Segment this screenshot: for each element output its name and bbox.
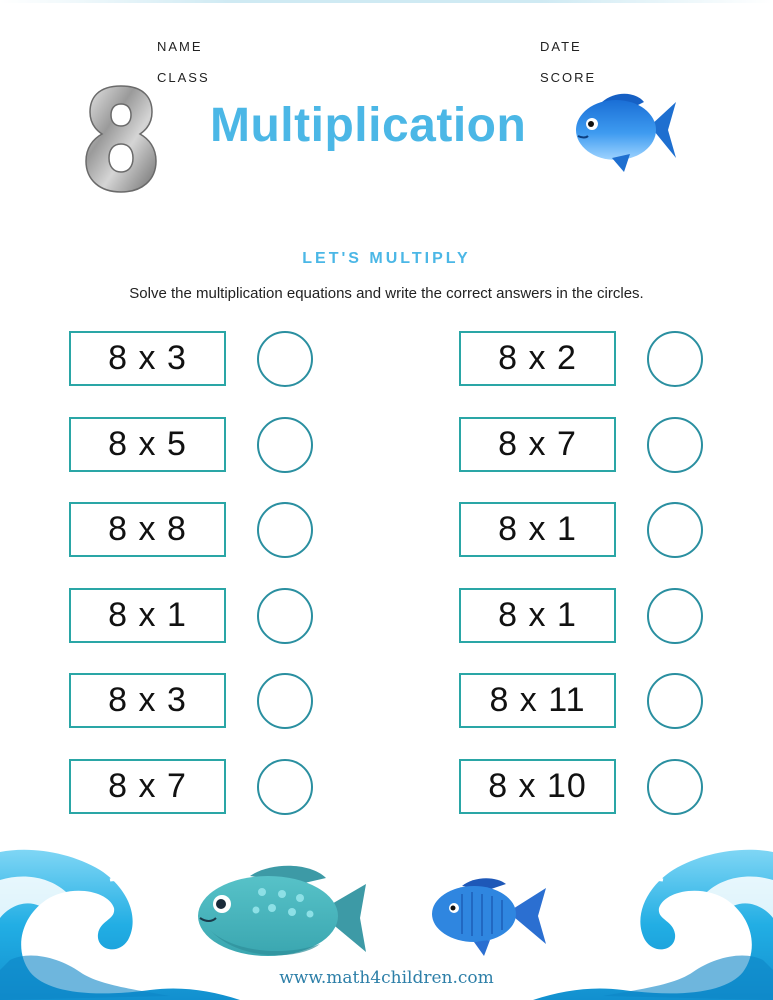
class-label: CLASS — [157, 70, 210, 85]
blue-fish-icon — [572, 88, 678, 174]
problem-box: 8 x 1 — [459, 502, 616, 557]
problem-box: 8 x 8 — [69, 502, 226, 557]
answer-circle[interactable] — [647, 759, 703, 815]
problem-box: 8 x 7 — [459, 417, 616, 472]
instructions: Solve the multiplication equations and write the correct answers in the circles. — [129, 285, 644, 302]
answer-circle[interactable] — [647, 673, 703, 729]
problem-box: 8 x 3 — [69, 331, 226, 386]
answer-circle[interactable] — [647, 502, 703, 558]
problem-box: 8 x 1 — [69, 588, 226, 643]
answer-circle[interactable] — [257, 417, 313, 473]
answer-circle[interactable] — [647, 417, 703, 473]
problem-box: 8 x 1 — [459, 588, 616, 643]
page-title: Multiplication — [210, 99, 527, 152]
section-subtitle: LET'S MULTIPLY — [302, 250, 471, 267]
name-label: NAME — [157, 39, 203, 54]
answer-circle[interactable] — [257, 331, 313, 387]
number-eight-graphic — [82, 84, 160, 194]
teal-fish-icon — [198, 866, 366, 956]
score-label: SCORE — [540, 70, 597, 85]
answer-circle[interactable] — [257, 588, 313, 644]
answer-circle[interactable] — [647, 588, 703, 644]
problem-box: 8 x 2 — [459, 331, 616, 386]
problem-box: 8 x 11 — [459, 673, 616, 728]
footer-url[interactable]: www.math4children.com — [279, 968, 494, 988]
problem-box: 8 x 5 — [69, 417, 226, 472]
answer-circle[interactable] — [257, 759, 313, 815]
answer-circle[interactable] — [257, 673, 313, 729]
top-border — [0, 0, 773, 3]
answer-circle[interactable] — [647, 331, 703, 387]
small-blue-fish-icon — [432, 878, 546, 956]
problem-box: 8 x 10 — [459, 759, 616, 814]
date-label: DATE — [540, 39, 582, 54]
answer-circle[interactable] — [257, 502, 313, 558]
problem-box: 8 x 3 — [69, 673, 226, 728]
problem-box: 8 x 7 — [69, 759, 226, 814]
